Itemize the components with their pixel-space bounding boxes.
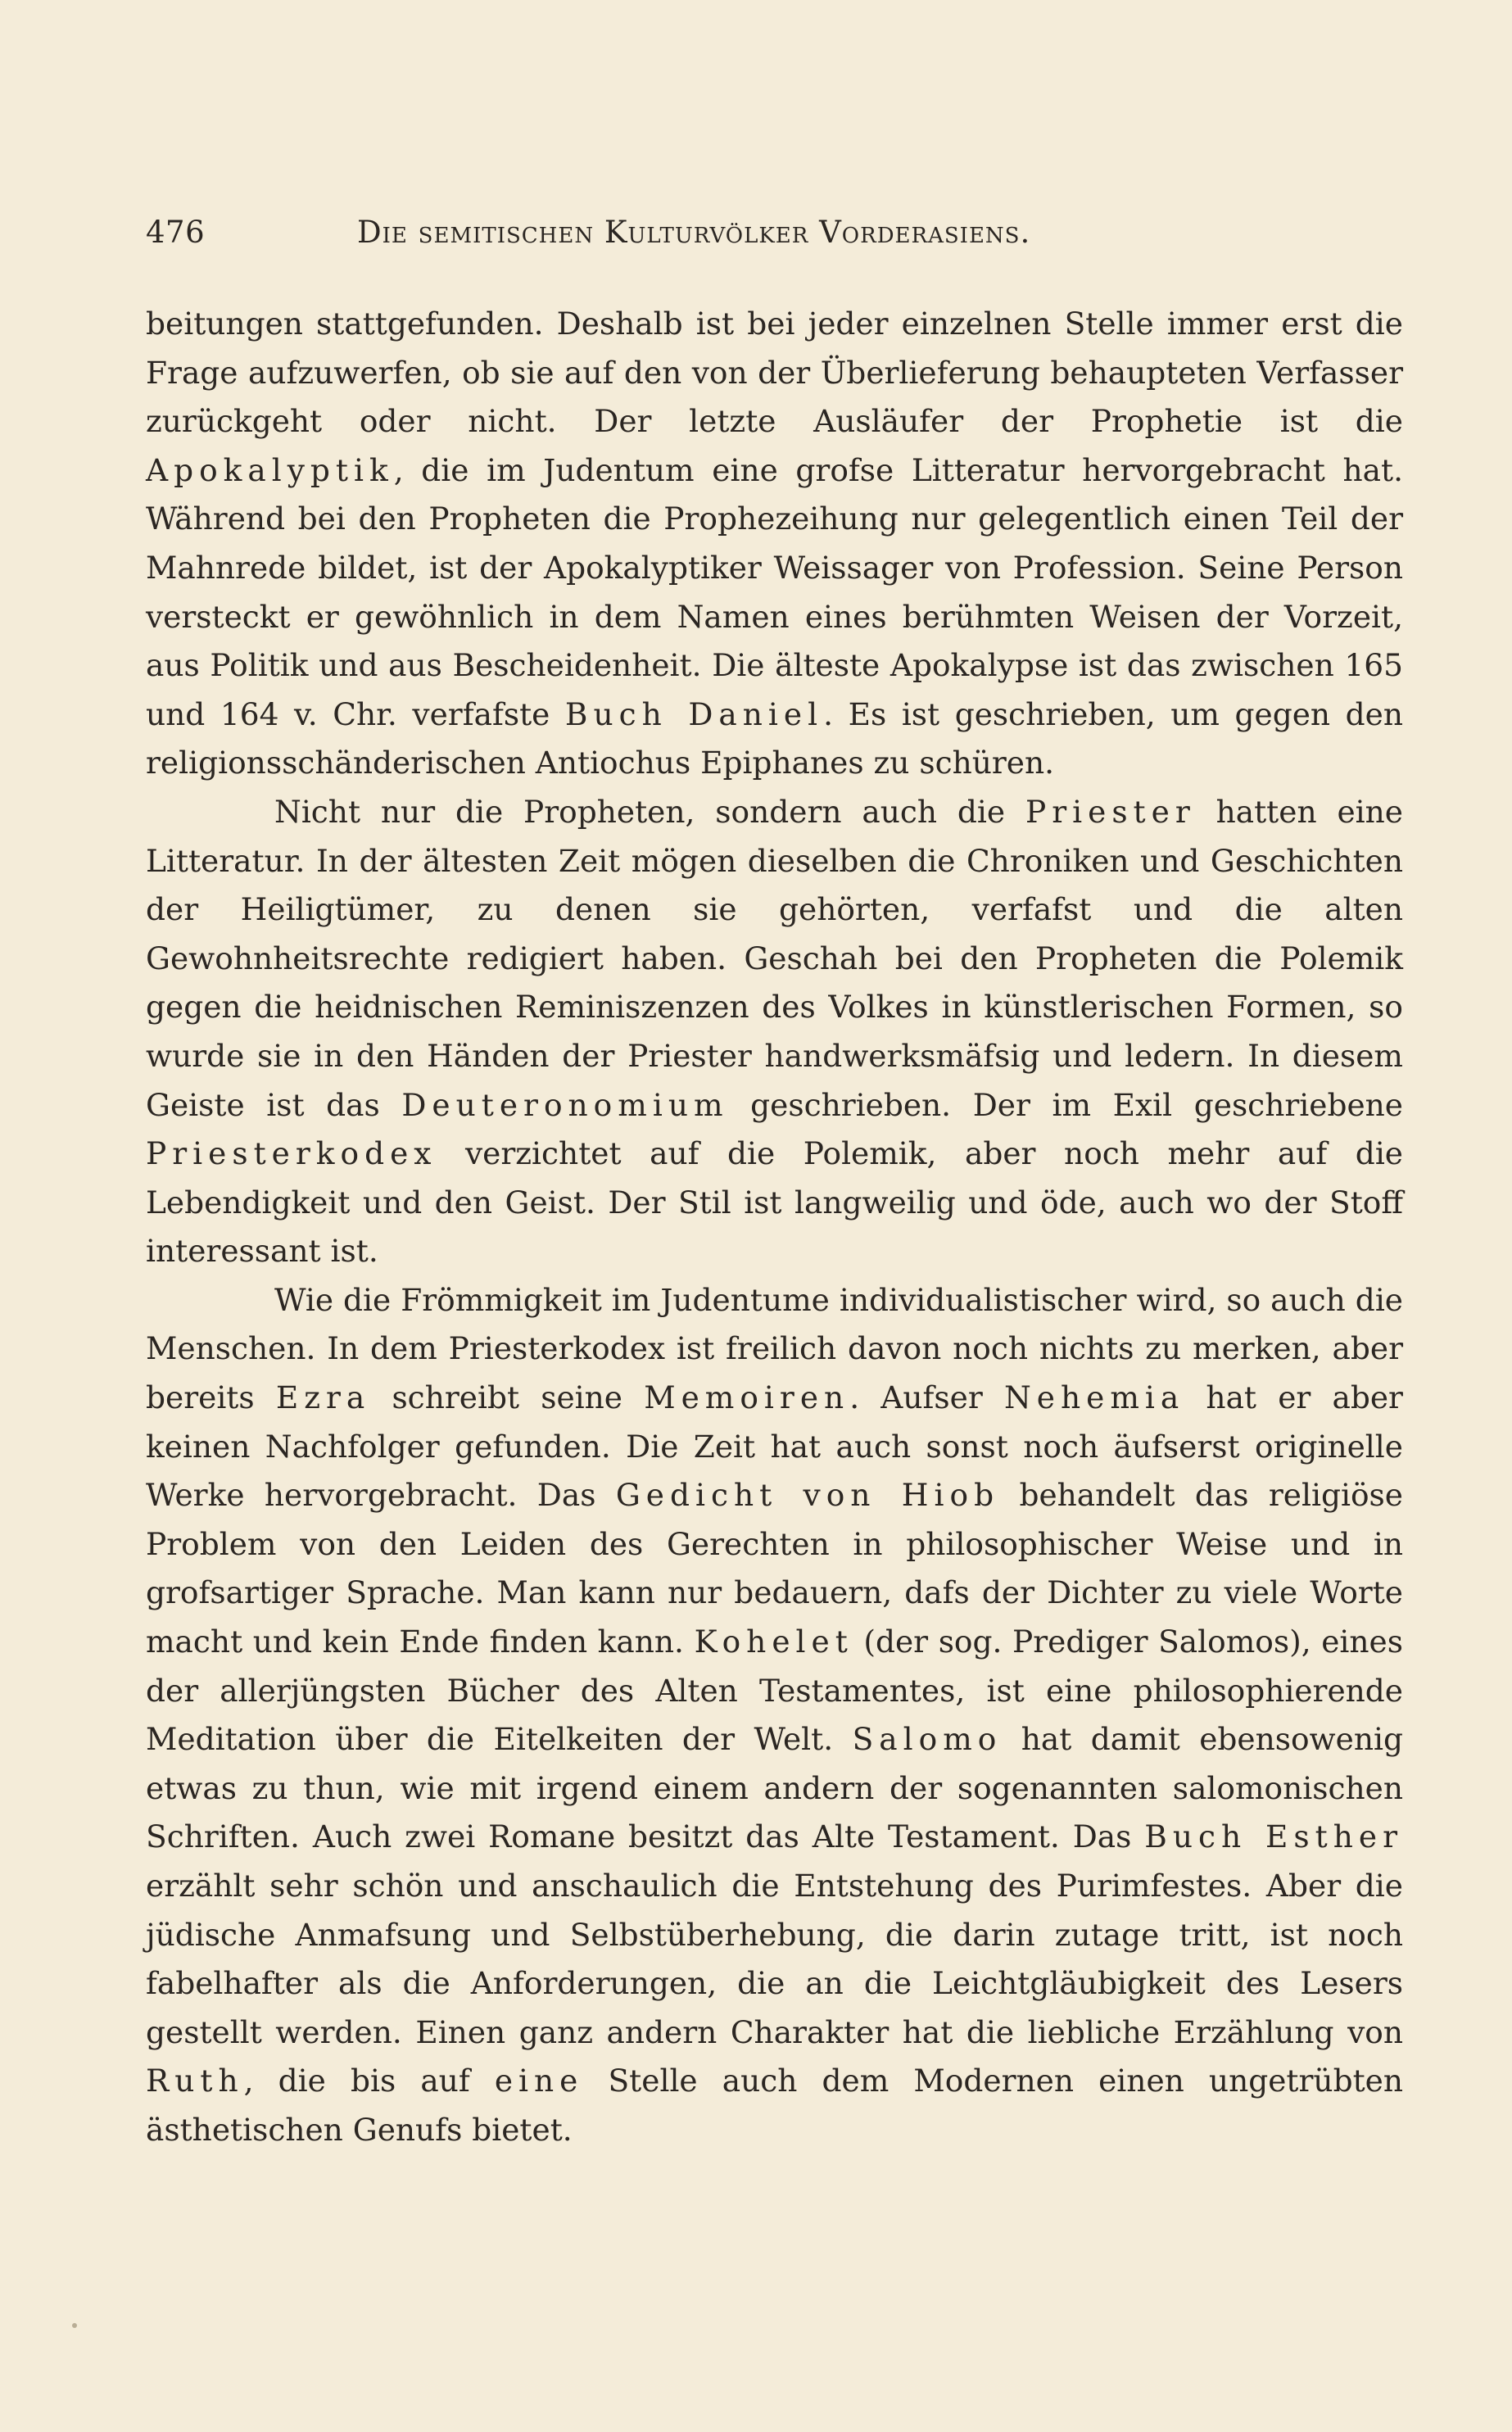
text-run: erzählt sehr schön und anschaulich die Entstehung des Purimfestes. Aber die jüdische Anmafsung und Selbstüberhebung, die darin zutage tritt, ist noch fabelhafter als die Anforderungen, die an die Leichtgläubigkeit des Lesers gestellt werden. Einen ganz andern Charakter hat die liebliche Erzählung von [146, 1868, 1403, 2050]
emphasized-term: Buch Esther [1144, 1818, 1403, 1855]
text-run: geschrieben. Der im Exil geschriebene [728, 1086, 1403, 1123]
text-run: . Es ist geschrieben, um gegen den religionsschänderischen Antiochus Epiphanes zu schüren. [146, 695, 1404, 781]
text-run: behandelt das religiöse Problem von den Leiden des Gerechten in philosophischer Weise und in grofsartiger Sprache. Man kann nur bedauern, dafs der Dichter zu viele Worte macht und kein Ende finden kann. [146, 1477, 1403, 1660]
running-title: Die semitischen Kulturvölker Vorderasiens. [357, 215, 1031, 250]
emphasized-term: Deuteronomium [401, 1086, 729, 1123]
text-run: . Aufser [849, 1379, 1004, 1416]
text-run: hatten eine Litteratur. In der ältesten Zeit mögen dieselben die Chroniken und Geschichten der Heiligtümer, zu denen sie gehörten, verfafst und die alten Gewohnheitsrechte redigiert haben. Geschah bei den Propheten die Polemik gegen die heidnischen Reminiszenzen des Volkes in künstlerischen Formen, so wurde sie in den Händen der Priester handwerksmäfsig und ledern. In diesem Geiste ist das [146, 793, 1403, 1123]
emphasized-term: Apokalyptik [146, 451, 394, 488]
page-number: 476 [146, 215, 206, 250]
text-run: , die im Judentum eine grofse Litteratur hervorgebracht hat. Während bei den Propheten die Prophezeihung nur gelegentlich einen Teil der Mahnrede bildet, ist der Apokalyptiker Weissager von Profession. Seine Person versteckt er gewöhnlich in dem Namen eines berühmten Weisen der Vorzeit, aus Politik und aus Bescheidenheit. Die älteste Apokalypse ist das zwischen 165 und 164 v. Chr. verfafste [146, 451, 1403, 732]
text-run: (der sog. Prediger Salomos), eines der allerjüngsten Bücher des Alten Testamentes, ist eine philosophierende Meditation über die Eitelkeiten der Welt. [146, 1624, 1403, 1758]
emphasized-term: Gedicht von Hiob [615, 1477, 1000, 1514]
text-run: verzichtet auf die Polemik, aber noch mehr auf die Lebendigkeit und den Geist. Der Stil ist langweilig und öde, auch wo der Stoff interessant ist. [146, 1135, 1403, 1270]
text-run: schreibt seine [370, 1379, 645, 1416]
text-run: Stelle auch dem Modernen einen ungetrübten ästhetischen Genufs bietet. [146, 2063, 1403, 2148]
paragraph-1 [146, 300, 1403, 788]
emphasized-term: Ruth [146, 2063, 244, 2099]
book-page [146, 215, 1403, 2155]
paper-speck [72, 2323, 77, 2328]
text-run: beitungen stattgefunden. Deshalb ist bei jeder einzelnen Stelle immer erst die Frage aufzuwerfen, ob sie auf den von der Überlieferung behaupteten Verfasser zurückgeht oder nicht. Der letzte Ausläufer der Prophetie ist die [146, 306, 1403, 440]
emphasized-term: eine [494, 2063, 584, 2099]
text-run: hat er aber keinen Nachfolger gefunden. Die Zeit hat auch sonst noch äufserst originelle Werke hervorgebracht. Das [146, 1379, 1403, 1514]
emphasized-term: Priester [1025, 793, 1196, 830]
emphasized-term: Kohelet [694, 1624, 853, 1660]
text-run: hat damit ebensowenig etwas zu thun, wie mit irgend einem andern der sogenannten salomonischen Schriften. Auch zwei Romane besitzt das Alte Testament. Das [146, 1721, 1403, 1855]
emphasized-term: Memoiren [644, 1379, 850, 1416]
emphasized-term: Ezra [275, 1379, 371, 1416]
page-header [146, 215, 1403, 264]
emphasized-term: Salomo [852, 1721, 1003, 1758]
paragraph-3 [146, 1276, 1403, 2155]
text-run: Nicht nur die Propheten, sondern auch die [274, 793, 1025, 830]
body-text [146, 300, 1403, 2155]
text-run: , die bis auf [243, 2063, 495, 2099]
emphasized-term: Priesterkodex [146, 1135, 437, 1172]
text-run: Wie die Frömmigkeit im Judentume individualistischer wird, so auch die Menschen. In dem Priesterkodex ist freilich davon noch nichts zu merken, aber bereits [146, 1281, 1403, 1416]
emphasized-term: Nehemia [1003, 1379, 1185, 1416]
emphasized-term: Buch Daniel [564, 695, 824, 732]
paragraph-2 [146, 788, 1403, 1276]
